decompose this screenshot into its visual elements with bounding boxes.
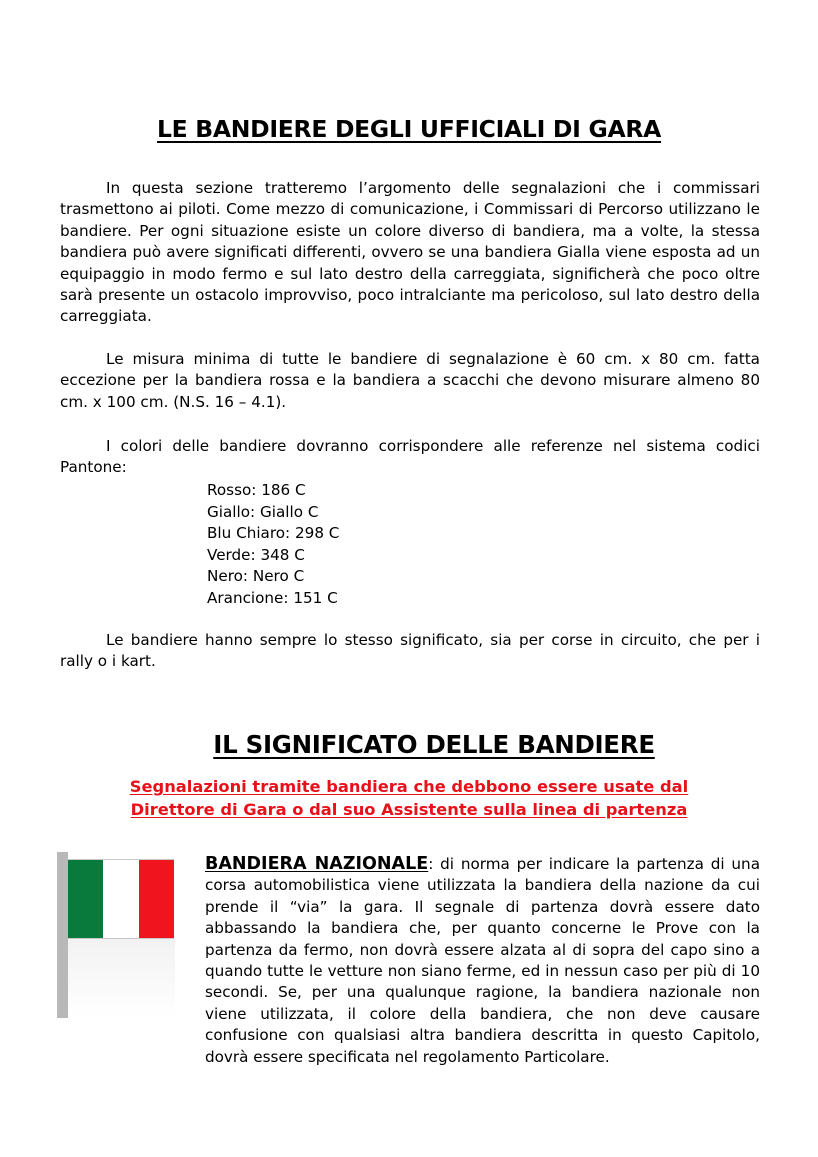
meaning-text: Le bandiere hanno sempre lo stesso significato, sia per corse in circuito, che per i rally o i kart. bbox=[60, 631, 760, 671]
pantone-list bbox=[207, 480, 339, 610]
intro-text: In questa sezione tratteremo l’argomento delle segnalazioni che i commissari trasmettono ai piloti. Come mezzo di comunicazione, i Commissari di Percorso utilizzano le bandiere. Per ogni situazione esiste un colore diverso di bandiera, ma a volte, la stessa bandiera può avere significati differenti, ovvero se una bandiera Gialla viene esposta ad un equipaggio in modo fermo e sul lato destro della carreggiata, significherà che poco oltre sarà presente un ostacolo improvviso, poco intralciante ma pericoloso, sul lato destro della carreggiata. bbox=[60, 179, 760, 326]
national-flag-description bbox=[205, 854, 760, 1068]
pantone-item: Giallo: Giallo C bbox=[207, 502, 319, 521]
pantone-item: Arancione: 151 C bbox=[207, 588, 338, 607]
flag-background bbox=[68, 939, 175, 1018]
pantone-item: Blu Chiaro: 298 C bbox=[207, 524, 340, 543]
page-title: LE BANDIERE DEGLI UFFICIALI DI GARA bbox=[156, 115, 662, 143]
flag-stripe-white bbox=[103, 860, 138, 938]
colors-paragraph bbox=[60, 436, 760, 479]
national-flag-heading: BANDIERA NAZIONALE bbox=[205, 854, 429, 874]
pantone-item: Nero: Nero C bbox=[207, 567, 305, 586]
italian-flag-illustration bbox=[57, 852, 175, 1018]
section-subtitle bbox=[0, 775, 818, 821]
meaning-paragraph bbox=[60, 630, 760, 673]
flag-stripe-green bbox=[68, 860, 103, 938]
national-flag-text: : di norma per indicare la partenza di una corsa automobilistica viene utilizzata la bandiera della nazione da cui prende il “via” la gara. Il segnale di partenza dovrà essere dato abbassando la bandiera che, per quanto concerne le Prove con la partenza da fermo, non dovrà essere alzata al di sopra del capo sino a quando tutte le vetture non siano ferme, ed in nessun caso per più di 10 secondi. Se, per una qualunque ragione, la bandiera nazionale non viene utilizzata, il colore della bandiera, che non deve causare confusione con qualsiasi altra bandiera descritta in questo Capitolo, dovrà essere specificata nel regolamento Particolare. bbox=[205, 855, 760, 1066]
intro-paragraph bbox=[60, 178, 760, 328]
flag-stripe-red bbox=[139, 860, 174, 938]
size-text: Le misura minima di tutte le bandiere di segnalazione è 60 cm. x 80 cm. fatta eccezione per la bandiera rossa e la bandiera a scacchi che devono misurare almeno 80 cm. x 100 cm. (N.S. 16 – 4.1). bbox=[60, 350, 760, 411]
pantone-item: Verde: 348 C bbox=[207, 545, 305, 564]
section-title: IL SIGNIFICATO DELLE BANDIERE bbox=[213, 730, 655, 759]
subtitle-line: Direttore di Gara o dal suo Assistente sulla linea di partenza bbox=[130, 800, 688, 819]
colors-text: I colori delle bandiere dovranno corrispondere alle referenze nel sistema codici Pantone: bbox=[60, 437, 760, 477]
size-paragraph bbox=[60, 349, 760, 413]
pantone-item: Rosso: 186 C bbox=[207, 481, 306, 499]
subtitle-line: Segnalazioni tramite bandiera che debbono essere usate dal bbox=[129, 777, 689, 796]
flag-pole bbox=[57, 852, 68, 1018]
italian-flag-icon bbox=[68, 859, 174, 939]
